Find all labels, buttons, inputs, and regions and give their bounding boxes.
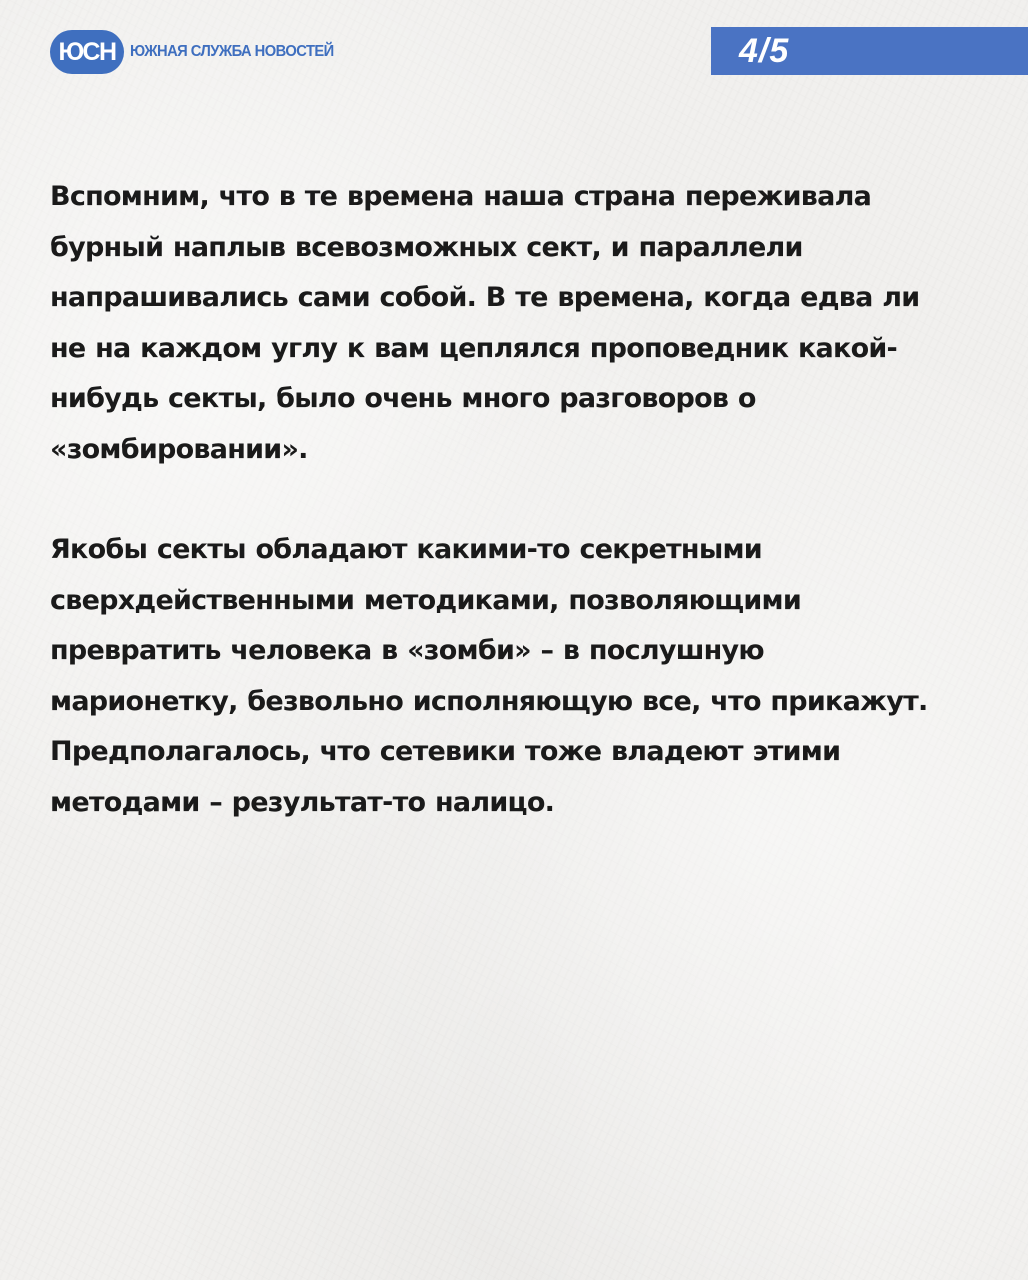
text-line: сверхдейственными методиками, позволяющими bbox=[50, 584, 801, 616]
logo-badge: ЮСН bbox=[50, 30, 124, 74]
text-line: Якобы секты обладают какими-то секретными bbox=[50, 534, 762, 565]
text-line: нибудь секты, было очень много разговоров о bbox=[50, 383, 756, 414]
paragraph-2 bbox=[50, 525, 980, 828]
header bbox=[0, 0, 1028, 100]
text-line: Вспомним, что в те времена наша страна переживала bbox=[50, 181, 872, 212]
text-line: не на каждом углу к вам цеплялся проповедник какой- bbox=[50, 332, 897, 364]
text-line: напрашивались сами собой. В те времена, когда едва ли bbox=[50, 282, 920, 313]
logo-wordmark: ЮЖНАЯ СЛУЖБА НОВОСТЕЙ bbox=[130, 43, 334, 60]
text-line: методами – результат-то налицо. bbox=[50, 786, 555, 818]
text-line: Предполагалось, что сетевики тоже владеют этими bbox=[50, 736, 841, 767]
page-counter: 4/5 bbox=[711, 27, 1028, 75]
text-line: «зомбировании». bbox=[50, 433, 308, 465]
text-line: марионетку, безвольно исполняющую все, что прикажут. bbox=[50, 685, 928, 717]
brand-logo[interactable] bbox=[50, 30, 351, 74]
text-line: бурный наплыв всевозможных сект, и параллели bbox=[50, 231, 803, 263]
paragraph-1 bbox=[50, 172, 980, 475]
article-body bbox=[50, 172, 980, 828]
text-line: превратить человека в «зомби» – в послушную bbox=[50, 635, 764, 666]
